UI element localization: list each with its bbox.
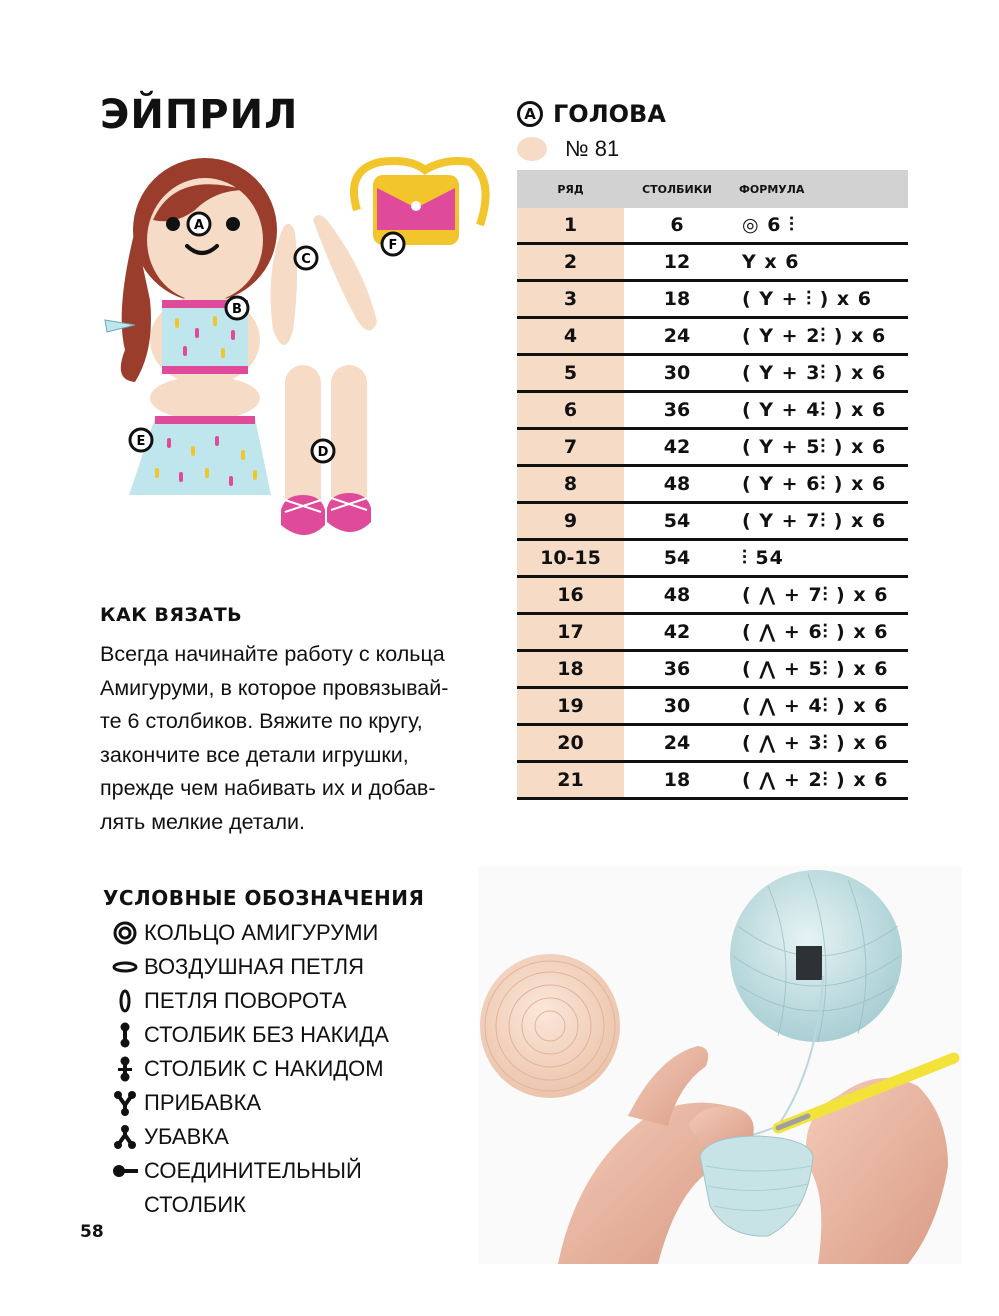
legend-list	[106, 918, 389, 1224]
legend-label: ВОЗДУШНАЯ ПЕТЛЯ	[144, 954, 364, 979]
table-row	[517, 651, 908, 688]
legend-label: СТОЛБИК С НАКИДОМ	[144, 1056, 384, 1081]
cell-row: 19	[517, 688, 624, 725]
how-to-text	[100, 638, 500, 839]
yarn-ball	[730, 870, 902, 1042]
cell-stitches: 18	[624, 762, 730, 799]
cell-stitches: 42	[624, 429, 730, 466]
cell-stitches: 24	[624, 318, 730, 355]
svg-text:E: E	[136, 434, 146, 449]
how-to-line: Всегда начинайте работу с кольца	[100, 642, 445, 666]
doll-illustration	[95, 150, 495, 545]
cell-stitches: 30	[624, 688, 730, 725]
section-letter-badge: A	[517, 101, 543, 127]
svg-text:C: C	[301, 252, 311, 267]
label-c	[295, 247, 317, 269]
legend-label: УБАВКА	[144, 1124, 229, 1149]
cell-formula: ( ⋀ + 3⫶ ) x 6	[730, 725, 908, 762]
skirt	[129, 416, 271, 495]
arms	[271, 215, 377, 345]
cell-formula: ( Y + 2⫶ ) x 6	[730, 318, 908, 355]
table-row	[517, 762, 908, 799]
svg-text:D: D	[317, 445, 329, 460]
legend-item	[106, 952, 389, 986]
table-row	[517, 318, 908, 355]
legend-item	[106, 1088, 389, 1122]
col-header-row: РЯД	[517, 170, 624, 208]
cell-stitches: 6	[624, 208, 730, 244]
cell-stitches: 30	[624, 355, 730, 392]
label-d	[312, 440, 334, 462]
head	[147, 178, 263, 302]
table-row	[517, 208, 908, 244]
label-e	[130, 429, 152, 451]
table-row	[517, 540, 908, 577]
cell-formula: ◎ 6 ⫶	[730, 208, 908, 244]
table-row	[517, 392, 908, 429]
magic-ring-icon	[106, 918, 144, 948]
col-header-stitches: СТОЛБИКИ	[624, 170, 730, 208]
table-row	[517, 577, 908, 614]
cell-stitches: 18	[624, 281, 730, 318]
cell-formula: ( Y + 6⫶ ) x 6	[730, 466, 908, 503]
cell-formula: ( Y + 3⫶ ) x 6	[730, 355, 908, 392]
legend-label: СОЕДИНИТЕЛЬНЫЙ	[144, 1158, 362, 1183]
table-row	[517, 466, 908, 503]
legend-label: ПРИБАВКА	[144, 1090, 262, 1115]
legend-item-continued	[106, 1190, 389, 1224]
table-row	[517, 688, 908, 725]
cell-row: 10-15	[517, 540, 624, 577]
svg-text:B: B	[232, 302, 242, 317]
cell-stitches: 48	[624, 466, 730, 503]
yarn-color-swatch	[517, 137, 547, 161]
cell-row: 2	[517, 244, 624, 281]
table-row	[517, 429, 908, 466]
chain-icon	[106, 952, 144, 982]
cell-formula: ( ⋀ + 4⫶ ) x 6	[730, 688, 908, 725]
cell-formula: ( Y + 5⫶ ) x 6	[730, 429, 908, 466]
cell-stitches: 24	[624, 725, 730, 762]
legend-title: УСЛОВНЫЕ ОБОЗНАЧЕНИЯ	[103, 886, 425, 910]
cell-formula: ( ⋀ + 5⫶ ) x 6	[730, 651, 908, 688]
legend-label: СТОЛБИК БЕЗ НАКИДА	[144, 1022, 389, 1047]
cell-row: 7	[517, 429, 624, 466]
how-to-line: прежде чем набивать их и добав-	[100, 776, 436, 800]
cell-formula: ( Y + ⫶ ) x 6	[730, 281, 908, 318]
table-header-row	[517, 170, 908, 208]
cell-stitches: 48	[624, 577, 730, 614]
peach-crochet-circle	[480, 954, 620, 1098]
svg-text:A: A	[193, 218, 205, 233]
cell-stitches: 12	[624, 244, 730, 281]
pattern-table	[517, 170, 908, 800]
table-row	[517, 614, 908, 651]
cell-stitches: 36	[624, 392, 730, 429]
single-crochet-icon	[106, 1020, 144, 1050]
how-to-line: закончите все детали игрушки,	[100, 742, 409, 767]
label-f	[382, 233, 404, 255]
section-title: ГОЛОВА	[553, 100, 666, 128]
legend-label: СТОЛБИК	[144, 1192, 246, 1217]
cell-formula: ( ⋀ + 7⫶ ) x 6	[730, 577, 908, 614]
cell-row: 21	[517, 762, 624, 799]
cell-row: 1	[517, 208, 624, 244]
cell-formula: ( Y + 4⫶ ) x 6	[730, 392, 908, 429]
cell-stitches: 54	[624, 540, 730, 577]
slip-stitch-icon	[106, 1156, 144, 1186]
legend-item	[106, 1122, 389, 1156]
cell-stitches: 36	[624, 651, 730, 688]
label-b	[226, 297, 248, 319]
cell-row: 9	[517, 503, 624, 540]
svg-text:F: F	[388, 238, 398, 253]
double-crochet-icon	[106, 1054, 144, 1084]
cell-row: 16	[517, 577, 624, 614]
cell-formula: Y x 6	[730, 244, 908, 281]
table-row	[517, 244, 908, 281]
cell-row: 3	[517, 281, 624, 318]
legend-item	[106, 986, 389, 1020]
label-a	[188, 213, 210, 235]
cell-formula: ⫶ 54	[730, 540, 908, 577]
cell-row: 17	[517, 614, 624, 651]
table-row	[517, 281, 908, 318]
section-header	[517, 100, 666, 128]
decrease-icon	[106, 1122, 144, 1152]
table-row	[517, 725, 908, 762]
legend-item	[106, 918, 389, 952]
turning-chain-icon	[106, 986, 144, 1016]
yarn-info	[517, 136, 619, 162]
cell-row: 6	[517, 392, 624, 429]
cell-stitches: 42	[624, 614, 730, 651]
legend-label: ПЕТЛЯ ПОВОРОТА	[144, 988, 347, 1013]
page-title: ЭЙПРИЛ	[100, 92, 299, 138]
legend-item	[106, 1020, 389, 1054]
how-to-line: лять мелкие детали.	[100, 809, 306, 834]
cell-row: 4	[517, 318, 624, 355]
legend-item	[106, 1156, 389, 1190]
col-header-formula: ФОРМУЛА	[730, 170, 908, 208]
how-to-line: те 6 столбиков. Вяжите по кругу,	[100, 709, 423, 733]
cell-formula: ( ⋀ + 2⫶ ) x 6	[730, 762, 908, 799]
backpack	[354, 161, 486, 245]
page-number: 58	[80, 1222, 104, 1242]
table-row	[517, 503, 908, 540]
legend-label: КОЛЬЦО АМИГУРУМИ	[144, 920, 379, 945]
cell-formula: ( Y + 7⫶ ) x 6	[730, 503, 908, 540]
cell-stitches: 54	[624, 503, 730, 540]
how-to-line: Амигуруми, в которое провязывай-	[100, 675, 449, 700]
cell-row: 18	[517, 651, 624, 688]
cell-row: 8	[517, 466, 624, 503]
yarn-number: № 81	[565, 136, 620, 161]
cell-formula: ( ⋀ + 6⫶ ) x 6	[730, 614, 908, 651]
cell-row: 20	[517, 725, 624, 762]
crochet-photo	[478, 866, 962, 1264]
legend-item	[106, 1054, 389, 1088]
increase-icon	[106, 1088, 144, 1118]
table-row	[517, 355, 908, 392]
how-to-title: КАК ВЯЗАТЬ	[100, 604, 243, 626]
cell-row: 5	[517, 355, 624, 392]
